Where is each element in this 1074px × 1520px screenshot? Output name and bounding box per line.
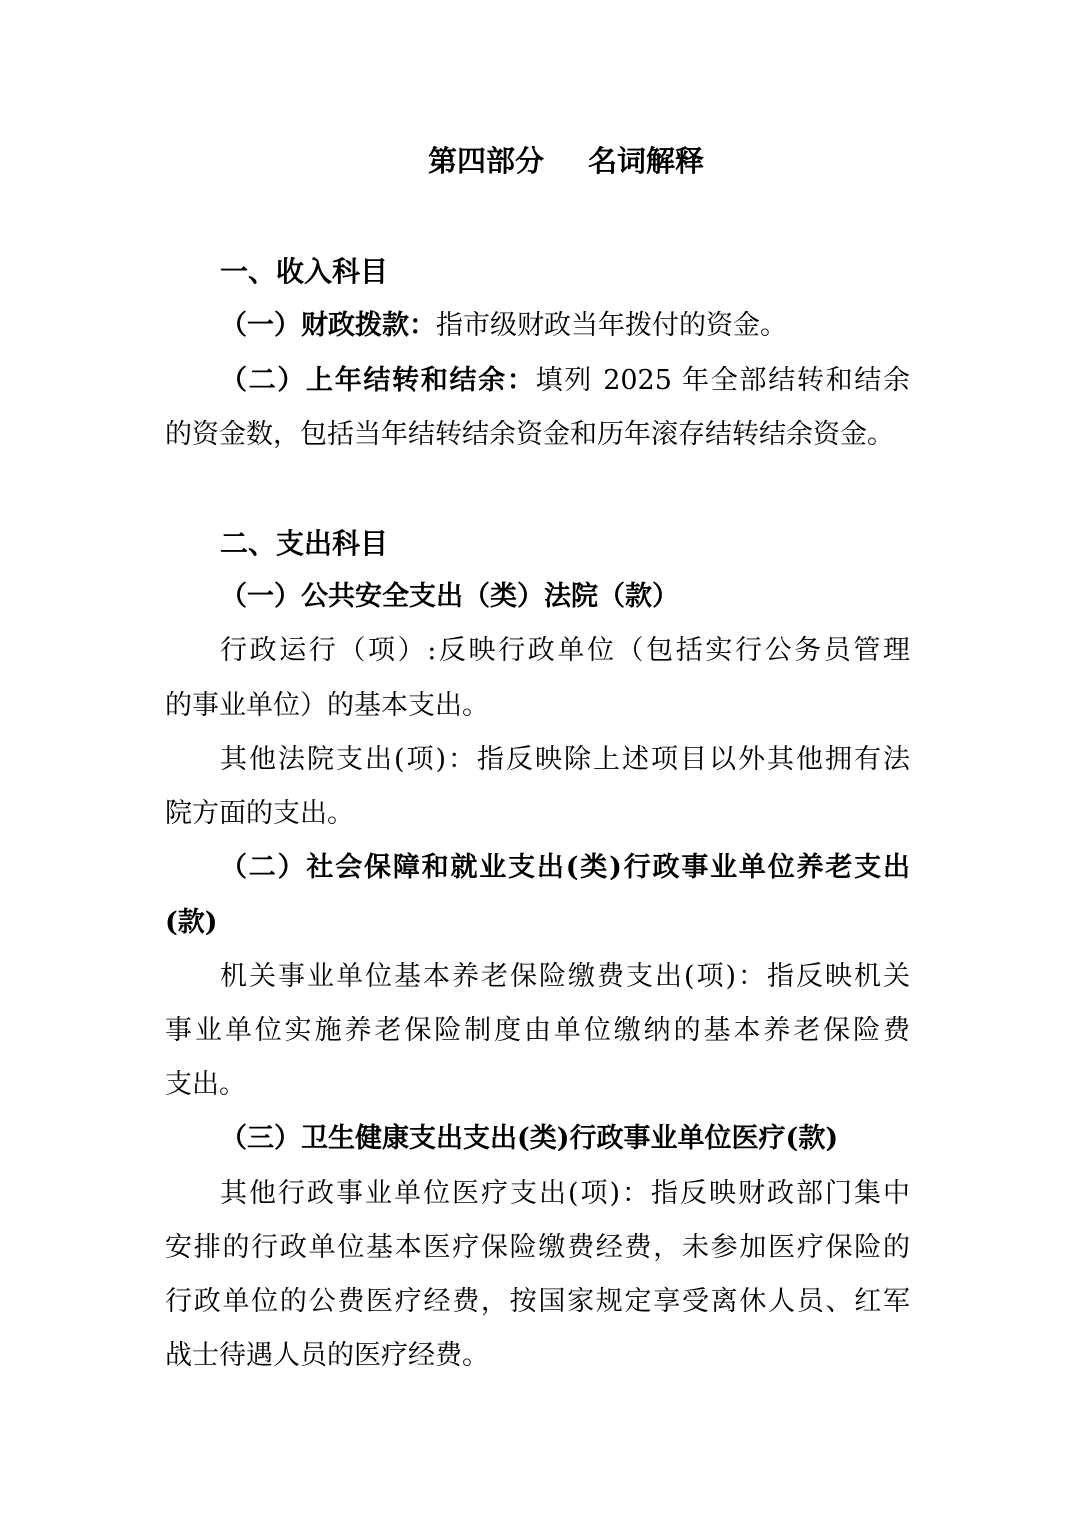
page-title-name: 名词解释 [588,144,705,178]
item-text: 指市级财政当年拨付的资金。 [436,310,787,341]
item-term: （一）财政拨款： [220,310,436,341]
para-pension-line1: 机关事业单位基本养老保险缴费支出(项)：指反映机关 [220,961,910,992]
subsection-heading-health: （三）卫生健康支出支出(类)行政事业单位医疗(款) [220,1123,839,1154]
para-admin-operation-line1: 行政运行（项）:反映行政单位（包括实行公务员管理 [220,635,910,666]
income-item-carryover-line1 [220,367,910,394]
item-term: （二）上年结转和结余： [220,365,536,396]
income-item-carryover-line2: 的资金数，包括当年结转结余资金和历年滚存结转结余资金。 [165,419,894,450]
page-title [428,144,705,178]
para-admin-operation-line2: 的事业单位）的基本支出。 [165,690,489,721]
subsection-heading-social-security-line1: （二）社会保障和就业支出(类)行政事业单位养老支出 [220,852,910,883]
item-text: 填列 2025 年全部结转和结余 [535,365,910,396]
para-other-court-line2: 院方面的支出。 [165,798,354,829]
para-other-court-line1: 其他法院支出(项)：指反映除上述项目以外其他拥有法 [220,744,910,775]
page-title-part: 第四部分 [428,144,545,178]
para-medical-line3: 行政单位的公费医疗经费，按国家规定享受离休人员、红军 [165,1286,910,1317]
section-heading-expenditure: 二、支出科目 [220,527,389,560]
para-pension-line3: 支出。 [165,1069,246,1100]
subsection-heading-social-security-line2: (款) [165,907,218,938]
para-medical-line2: 安排的行政单位基本医疗保险缴费经费，未参加医疗保险的 [165,1232,910,1263]
para-medical-line1: 其他行政事业单位医疗支出(项)：指反映财政部门集中 [220,1178,910,1209]
subsection-heading-public-safety: （一）公共安全支出（类）法院（款） [220,581,679,612]
section-heading-income: 一、收入科目 [220,255,389,288]
income-item-fiscal [220,312,787,339]
para-pension-line2: 事业单位实施养老保险制度由单位缴纳的基本养老保险费 [165,1015,910,1046]
para-medical-line4: 战士待遇人员的医疗经费。 [165,1340,489,1371]
